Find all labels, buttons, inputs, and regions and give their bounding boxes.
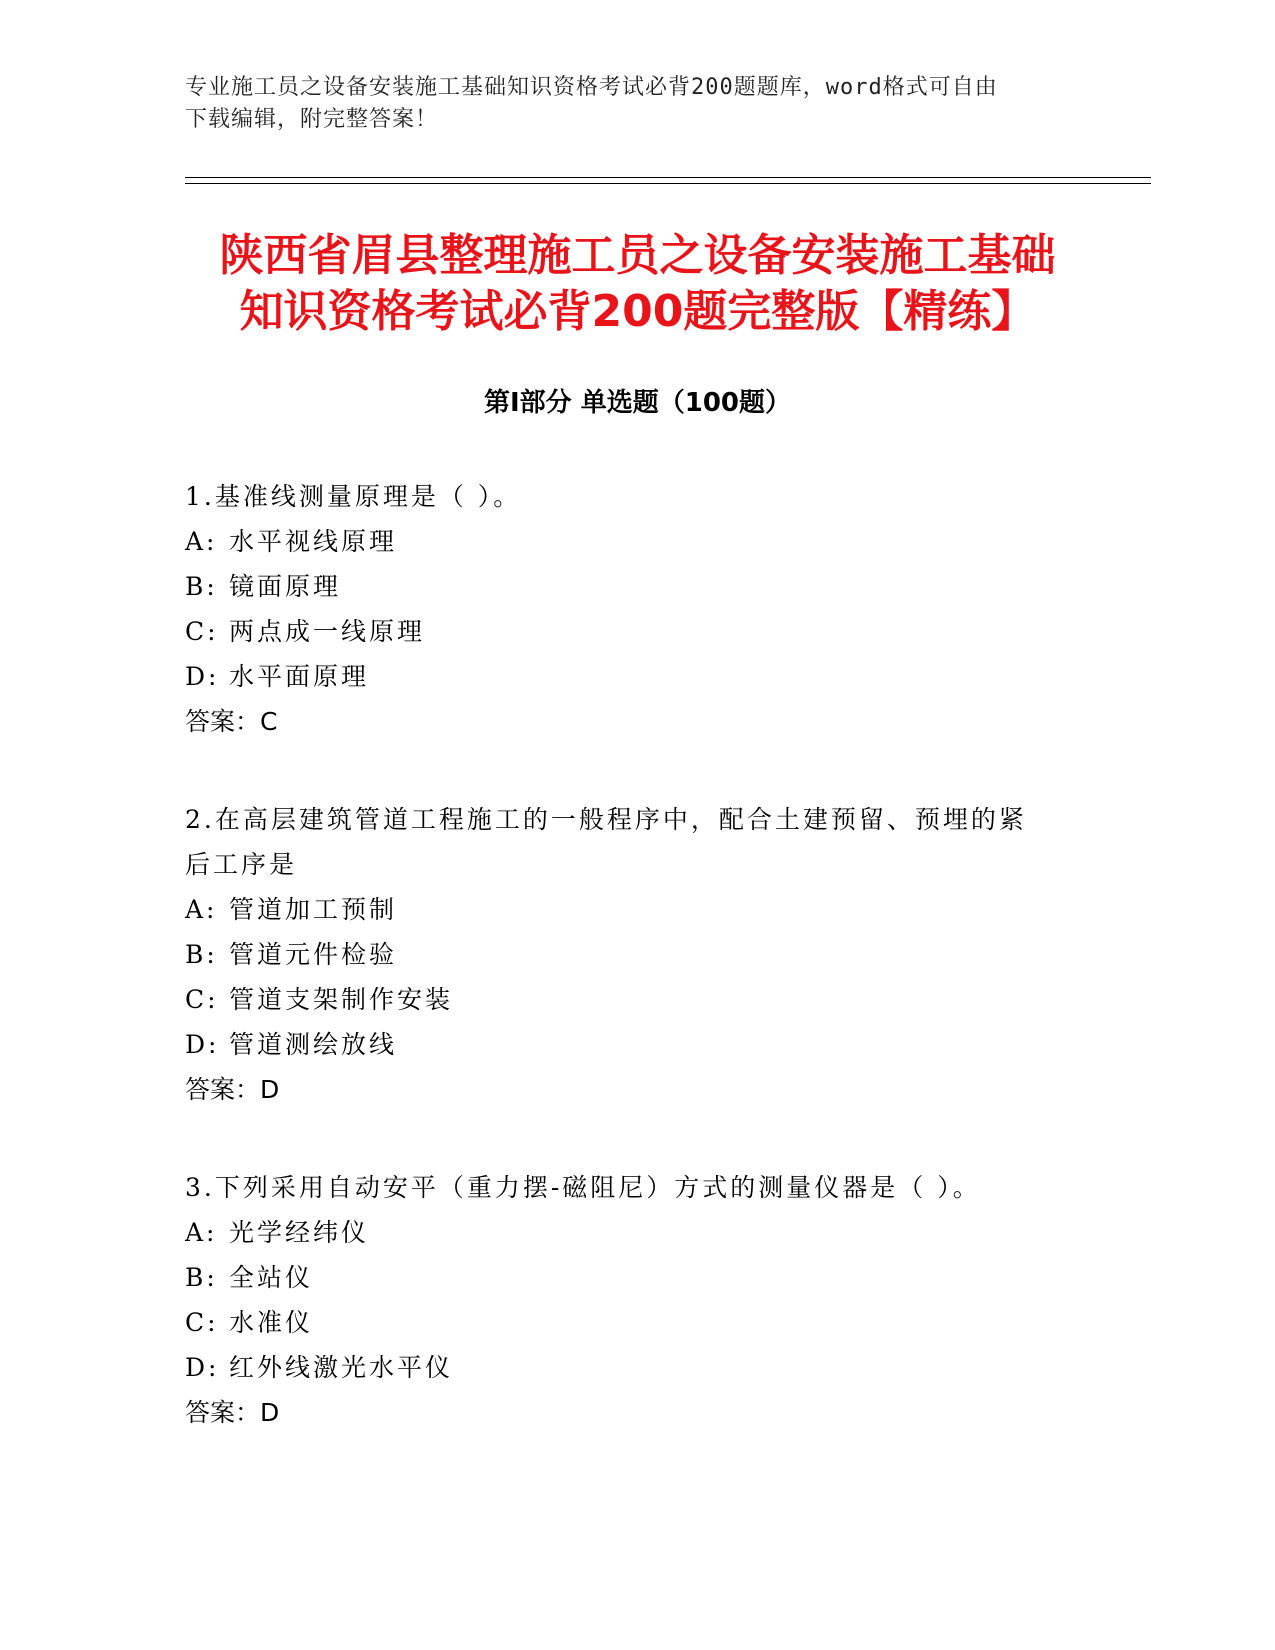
answer: 答案：D <box>185 1075 280 1104</box>
option-text: 管道加工预制 <box>229 895 398 924</box>
option-letter: C: <box>185 1308 219 1337</box>
option-b <box>185 564 1065 609</box>
option-d <box>185 1345 1065 1390</box>
question-3 <box>185 1165 1065 1435</box>
option-text: 管道测绘放线 <box>229 1030 398 1059</box>
option-c <box>185 609 1065 654</box>
option-letter: D: <box>185 1030 220 1059</box>
option-letter: C: <box>185 617 219 646</box>
header-note-line-2: 下载编辑，附完整答案！ <box>185 107 439 132</box>
option-a <box>185 519 1065 564</box>
option-text: 全站仪 <box>229 1263 314 1292</box>
option-letter: D: <box>185 1353 220 1382</box>
question-stem: 2.在高层建筑管道工程施工的一般程序中，配合土建预留、预埋的紧 <box>185 805 1027 834</box>
option-letter: A: <box>185 527 218 556</box>
option-b <box>185 1255 1065 1300</box>
option-text: 光学经纬仪 <box>229 1218 370 1247</box>
option-b <box>185 932 1065 977</box>
header-divider-top <box>185 177 1151 178</box>
section-title: 第Ⅰ部分 单选题（100题） <box>484 388 791 418</box>
option-a <box>185 1210 1065 1255</box>
option-text: 两点成一线原理 <box>229 617 426 646</box>
document-title-line-1: 陕西省眉县整理施工员之设备安装施工基础 <box>219 230 1056 281</box>
option-letter: D: <box>185 662 220 691</box>
option-letter: B: <box>185 572 218 601</box>
answer: 答案：D <box>185 1398 280 1427</box>
option-letter: C: <box>185 985 219 1014</box>
option-text: 水平面原理 <box>229 662 370 691</box>
option-c <box>185 1300 1065 1345</box>
option-text: 镜面原理 <box>229 572 342 601</box>
option-text: 管道元件检验 <box>229 940 398 969</box>
option-d <box>185 654 1065 699</box>
option-text: 水平视线原理 <box>229 527 398 556</box>
question-stem: 1.基准线测量原理是（ ）。 <box>185 482 522 511</box>
document-title <box>150 228 1125 340</box>
question-stem: 3.下列采用自动安平（重力摆-磁阻尼）方式的测量仪器是（ ）。 <box>185 1173 981 1202</box>
answer: 答案：C <box>185 707 278 736</box>
option-a <box>185 887 1065 932</box>
question-list <box>185 474 1065 1488</box>
question-2 <box>185 797 1065 1112</box>
option-c <box>185 977 1065 1022</box>
option-text: 管道支架制作安装 <box>229 985 454 1014</box>
question-1 <box>185 474 1065 744</box>
question-stem-continued: 后工序是 <box>185 850 298 879</box>
option-letter: B: <box>185 940 218 969</box>
option-text: 水准仪 <box>229 1308 314 1337</box>
header-divider-bottom <box>185 183 1151 184</box>
option-d <box>185 1022 1065 1067</box>
header-note <box>185 72 1065 136</box>
option-letter: A: <box>185 895 218 924</box>
option-letter: A: <box>185 1218 218 1247</box>
option-letter: B: <box>185 1263 218 1292</box>
header-note-line-1: 专业施工员之设备安装施工基础知识资格考试必背200题题库，word格式可自由 <box>185 75 998 100</box>
option-text: 红外线激光水平仪 <box>229 1353 454 1382</box>
document-title-line-2: 知识资格考试必背200题完整版【精练】 <box>239 286 1036 337</box>
